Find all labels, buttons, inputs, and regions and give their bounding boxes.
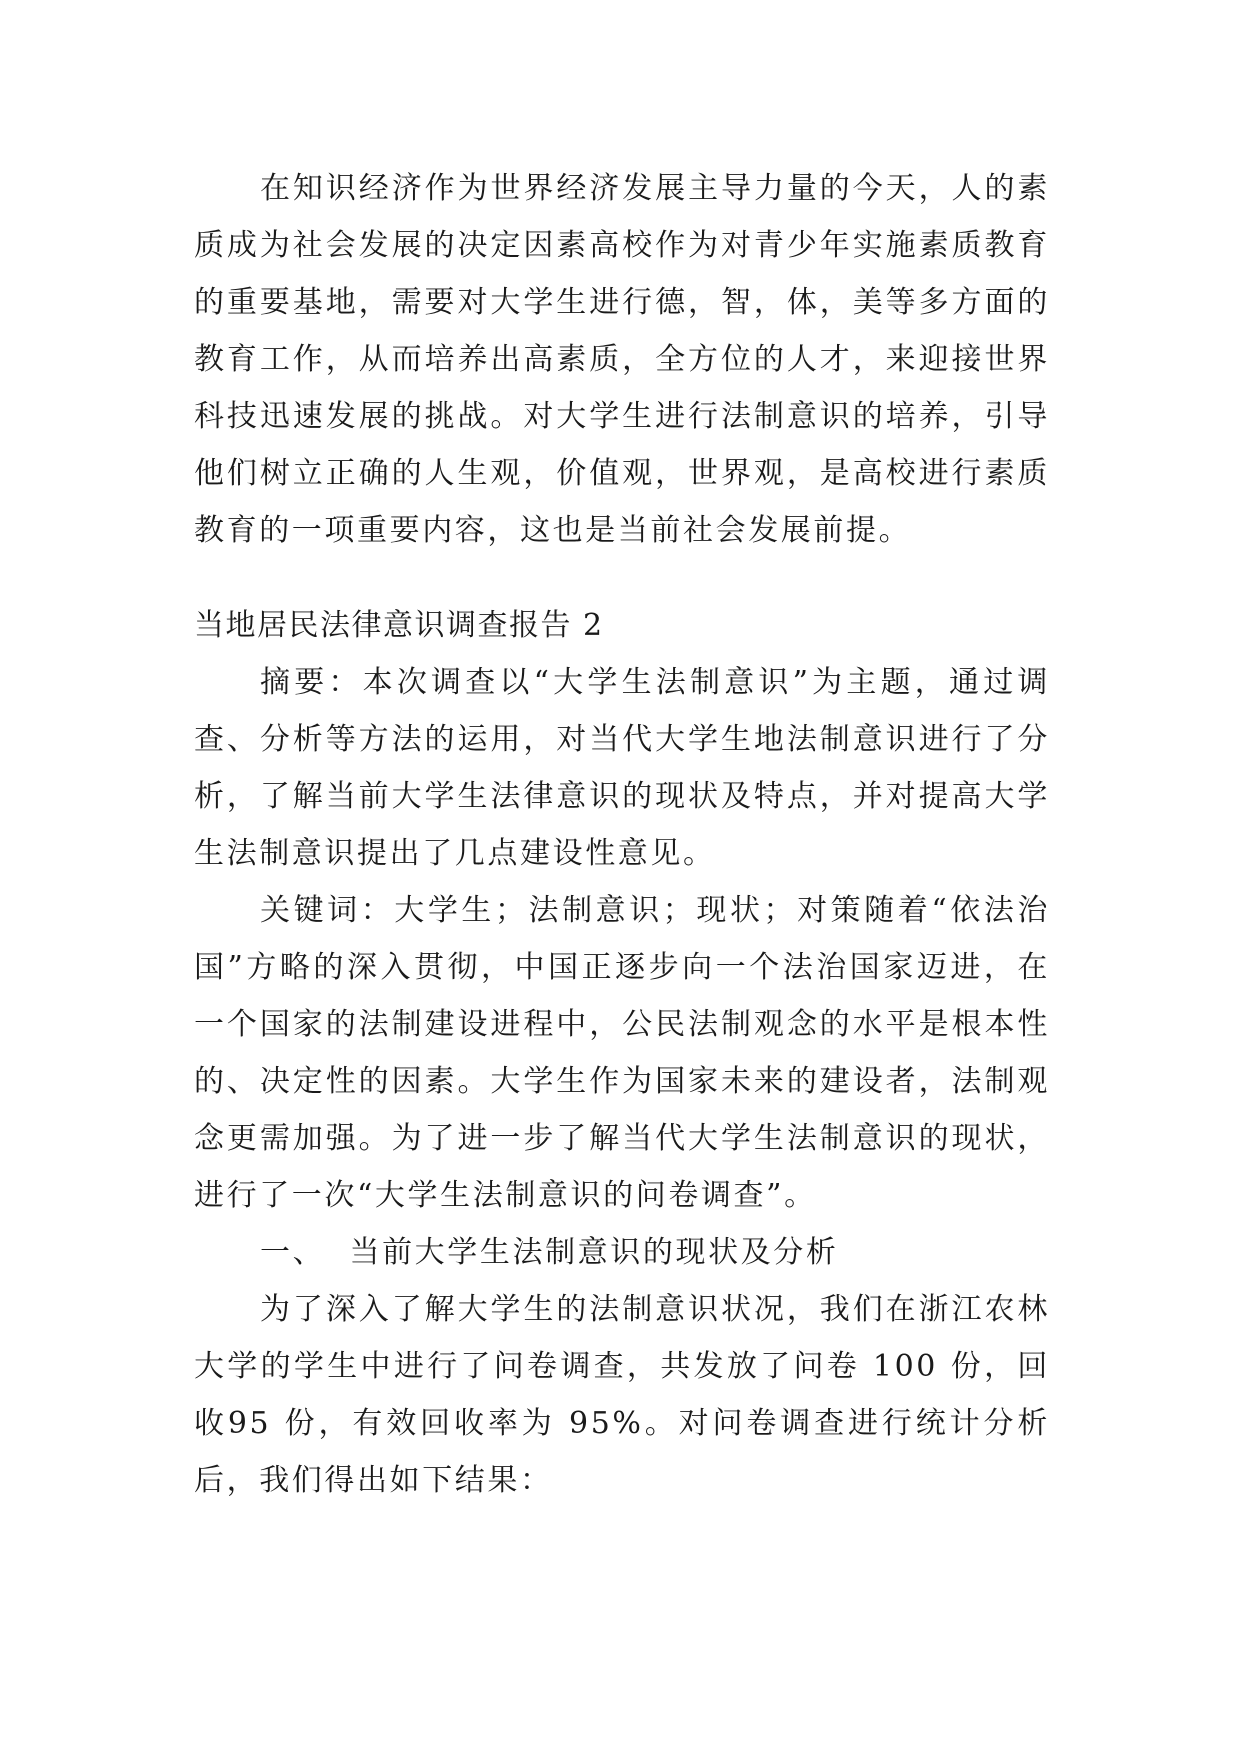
abstract-paragraph: 摘要：本次调查以“大学生法制意识”为主题，通过调查、分析等方法的运用，对当代大学生地法制意识进行了分析，了解当前大学生法律意识的现状及特点，并对提高大学生法制意识提出了几点建设性意见。	[194, 665, 1050, 871]
keywords-paragraph: 关键词：大学生；法制意识；现状；对策随着“依法治国”方略的深入贯彻，中国正逐步向一个法治国家迈进，在一个国家的法制建设进程中，公民法制观念的水平是根本性的、决定性的因素。大学生作为国家未来的建设者，法制观念更需加强。为了进一步了解当代大学生法制意识的现状，进行了一次“大学生法制意识的问卷调查”。	[194, 893, 1050, 1213]
section-1-title: 一、 当前大学生法制意识的现状及分析	[260, 1235, 839, 1270]
section-1-paragraph: 为了深入了解大学生的法制意识状况，我们在浙江农林大学的学生中进行了问卷调查，共发放了问卷 100 份，回收95 份，有效回收率为 95%。对问卷调查进行统计分析后，我们得出如下结果：	[194, 1292, 1050, 1498]
document-body	[194, 160, 1050, 1509]
intro-paragraph: 在知识经济作为世界经济发展主导力量的今天，人的素质成为社会发展的决定因素高校作为对青少年实施素质教育的重要基地，需要对大学生进行德，智，体，美等多方面的教育工作，从而培养出高素质，全方位的人才，来迎接世界科技迅速发展的挑战。对大学生进行法制意识的培养，引导他们树立正确的人生观，价值观，世界观，是高校进行素质教育的一项重要内容，这也是当前社会发展前提。	[194, 171, 1050, 548]
report-title: 当地居民法律意识调查报告 2	[194, 608, 604, 643]
